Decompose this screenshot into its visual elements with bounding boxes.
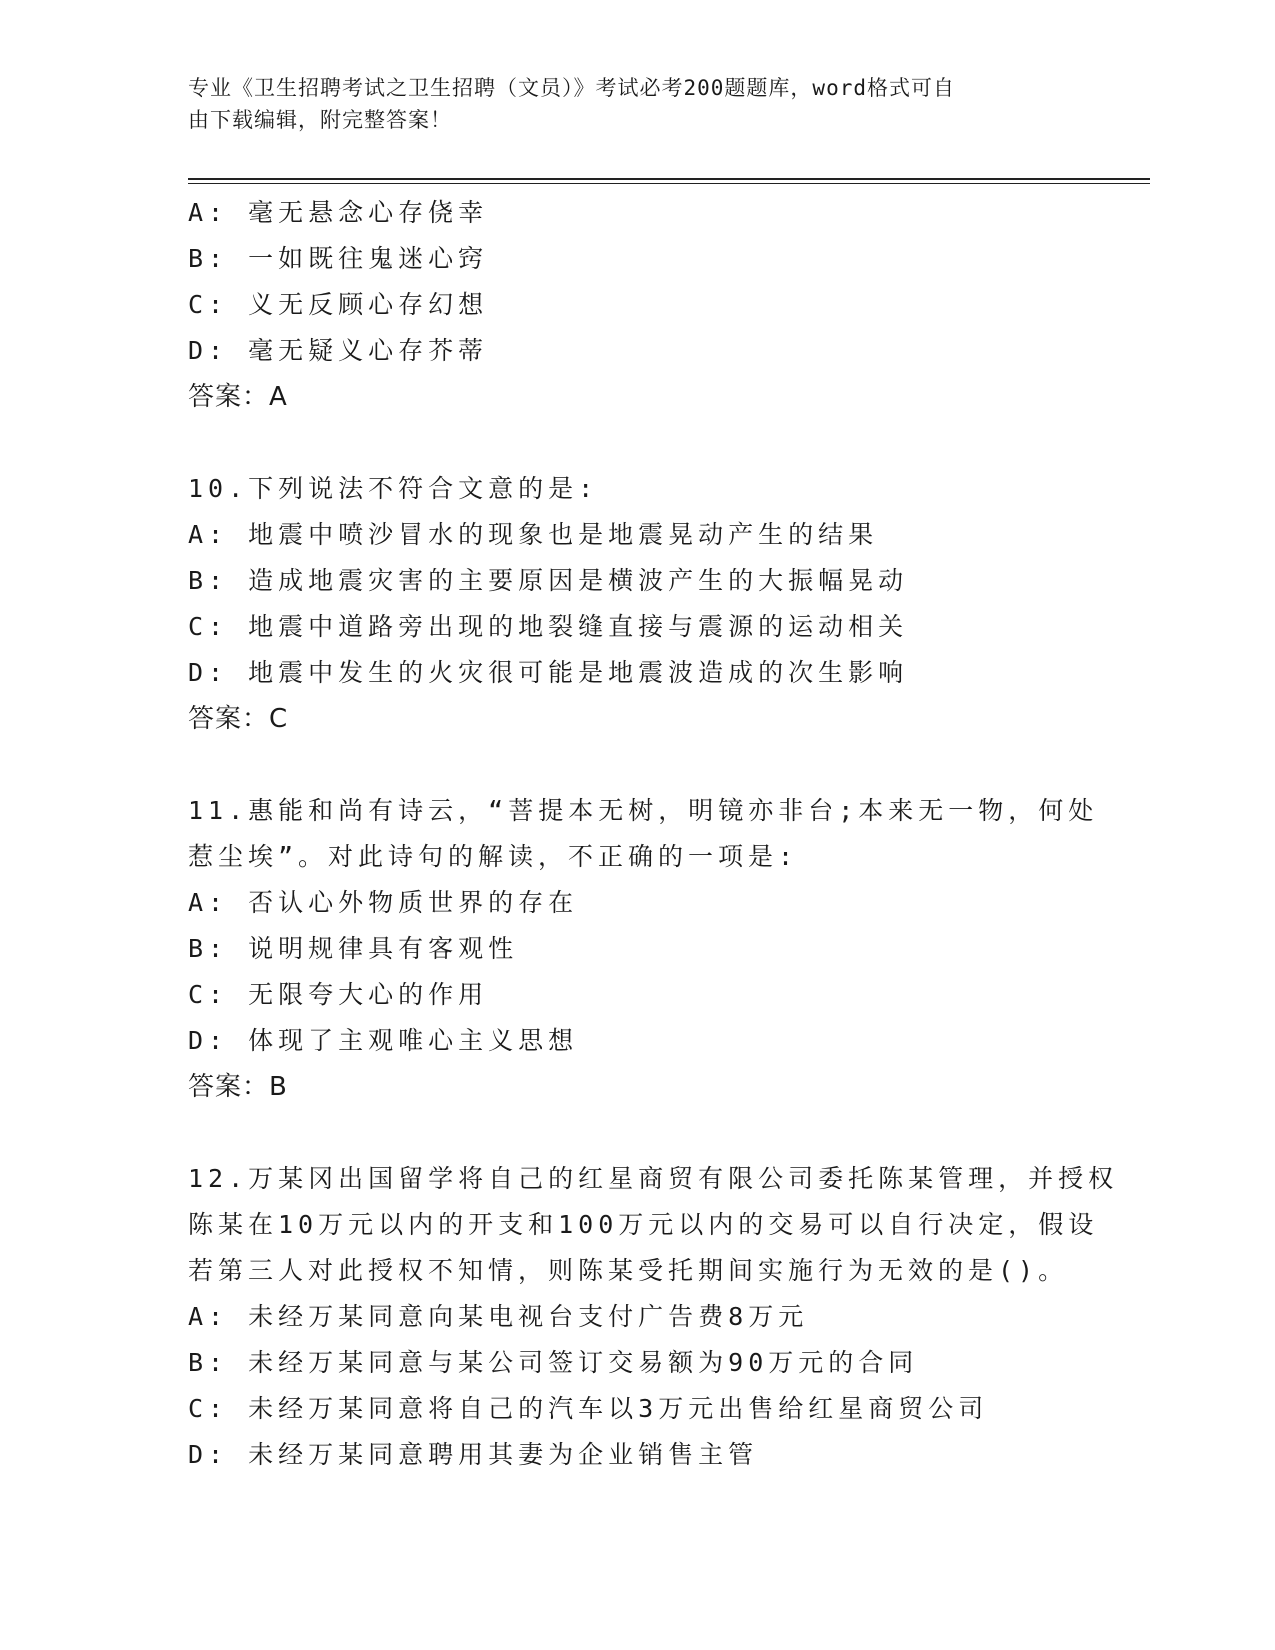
question-title-line-2: 陈某在10万元以内的开支和100万元以内的交易可以自行决定，假设 bbox=[188, 1210, 1099, 1239]
option-c: C: 无限夸大心的作用 bbox=[188, 980, 489, 1009]
option-a: A: 未经万某同意向某电视台支付广告费8万元 bbox=[188, 1302, 809, 1331]
answer-line: 答案：A bbox=[188, 382, 288, 412]
option-d: D: 体现了主观唯心主义思想 bbox=[188, 1026, 579, 1055]
question-block-12 bbox=[188, 1156, 1119, 1478]
option-a: A: 否认心外物质世界的存在 bbox=[188, 888, 579, 917]
option-d: D: 地震中发生的火灾很可能是地震波造成的次生影响 bbox=[188, 658, 909, 687]
option-b: B: 造成地震灾害的主要原因是横波产生的大振幅晃动 bbox=[188, 566, 909, 595]
option-a: A: 毫无悬念心存侥幸 bbox=[188, 198, 489, 227]
option-a: A: 地震中喷沙冒水的现象也是地震晃动产生的结果 bbox=[188, 520, 879, 549]
answer-line: 答案：C bbox=[188, 704, 289, 734]
option-b: B: 说明规律具有客观性 bbox=[188, 934, 519, 963]
question-block-11 bbox=[188, 788, 1099, 1110]
option-b: B: 一如既往鬼迷心窍 bbox=[188, 244, 489, 273]
header-line-1: 专业《卫生招聘考试之卫生招聘（文员）》考试必考200题题库，word格式可自 bbox=[188, 76, 955, 100]
answer-line: 答案：B bbox=[188, 1072, 288, 1102]
question-block-10 bbox=[188, 466, 1088, 742]
option-d: D: 未经万某同意聘用其妻为企业销售主管 bbox=[188, 1440, 759, 1469]
question-title-line-1: 11.惠能和尚有诗云，“菩提本无树，明镜亦非台;本来无一物，何处 bbox=[188, 796, 1099, 825]
option-c: C: 未经万某同意将自己的汽车以3万元出售给红星商贸公司 bbox=[188, 1394, 989, 1423]
option-c: C: 义无反顾心存幻想 bbox=[188, 290, 489, 319]
question-block-9 bbox=[188, 190, 1088, 420]
question-title-line-1: 12.万某冈出国留学将自己的红星商贸有限公司委托陈某管理，并授权 bbox=[188, 1164, 1119, 1193]
option-b: B: 未经万某同意与某公司签订交易额为90万元的合同 bbox=[188, 1348, 919, 1377]
option-d: D: 毫无疑义心存芥蒂 bbox=[188, 336, 489, 365]
question-title-line-3: 若第三人对此授权不知情，则陈某受托期间实施行为无效的是()。 bbox=[188, 1256, 1069, 1285]
header-divider bbox=[188, 178, 1150, 184]
header-line-2: 由下载编辑，附完整答案！ bbox=[188, 108, 452, 132]
question-list bbox=[188, 190, 1119, 1478]
option-c: C: 地震中道路旁出现的地裂缝直接与震源的运动相关 bbox=[188, 612, 909, 641]
question-title-line-2: 惹尘埃”。对此诗句的解读，不正确的一项是: bbox=[188, 842, 799, 871]
document-header bbox=[188, 72, 1068, 136]
question-title: 10.下列说法不符合文意的是: bbox=[188, 474, 599, 503]
